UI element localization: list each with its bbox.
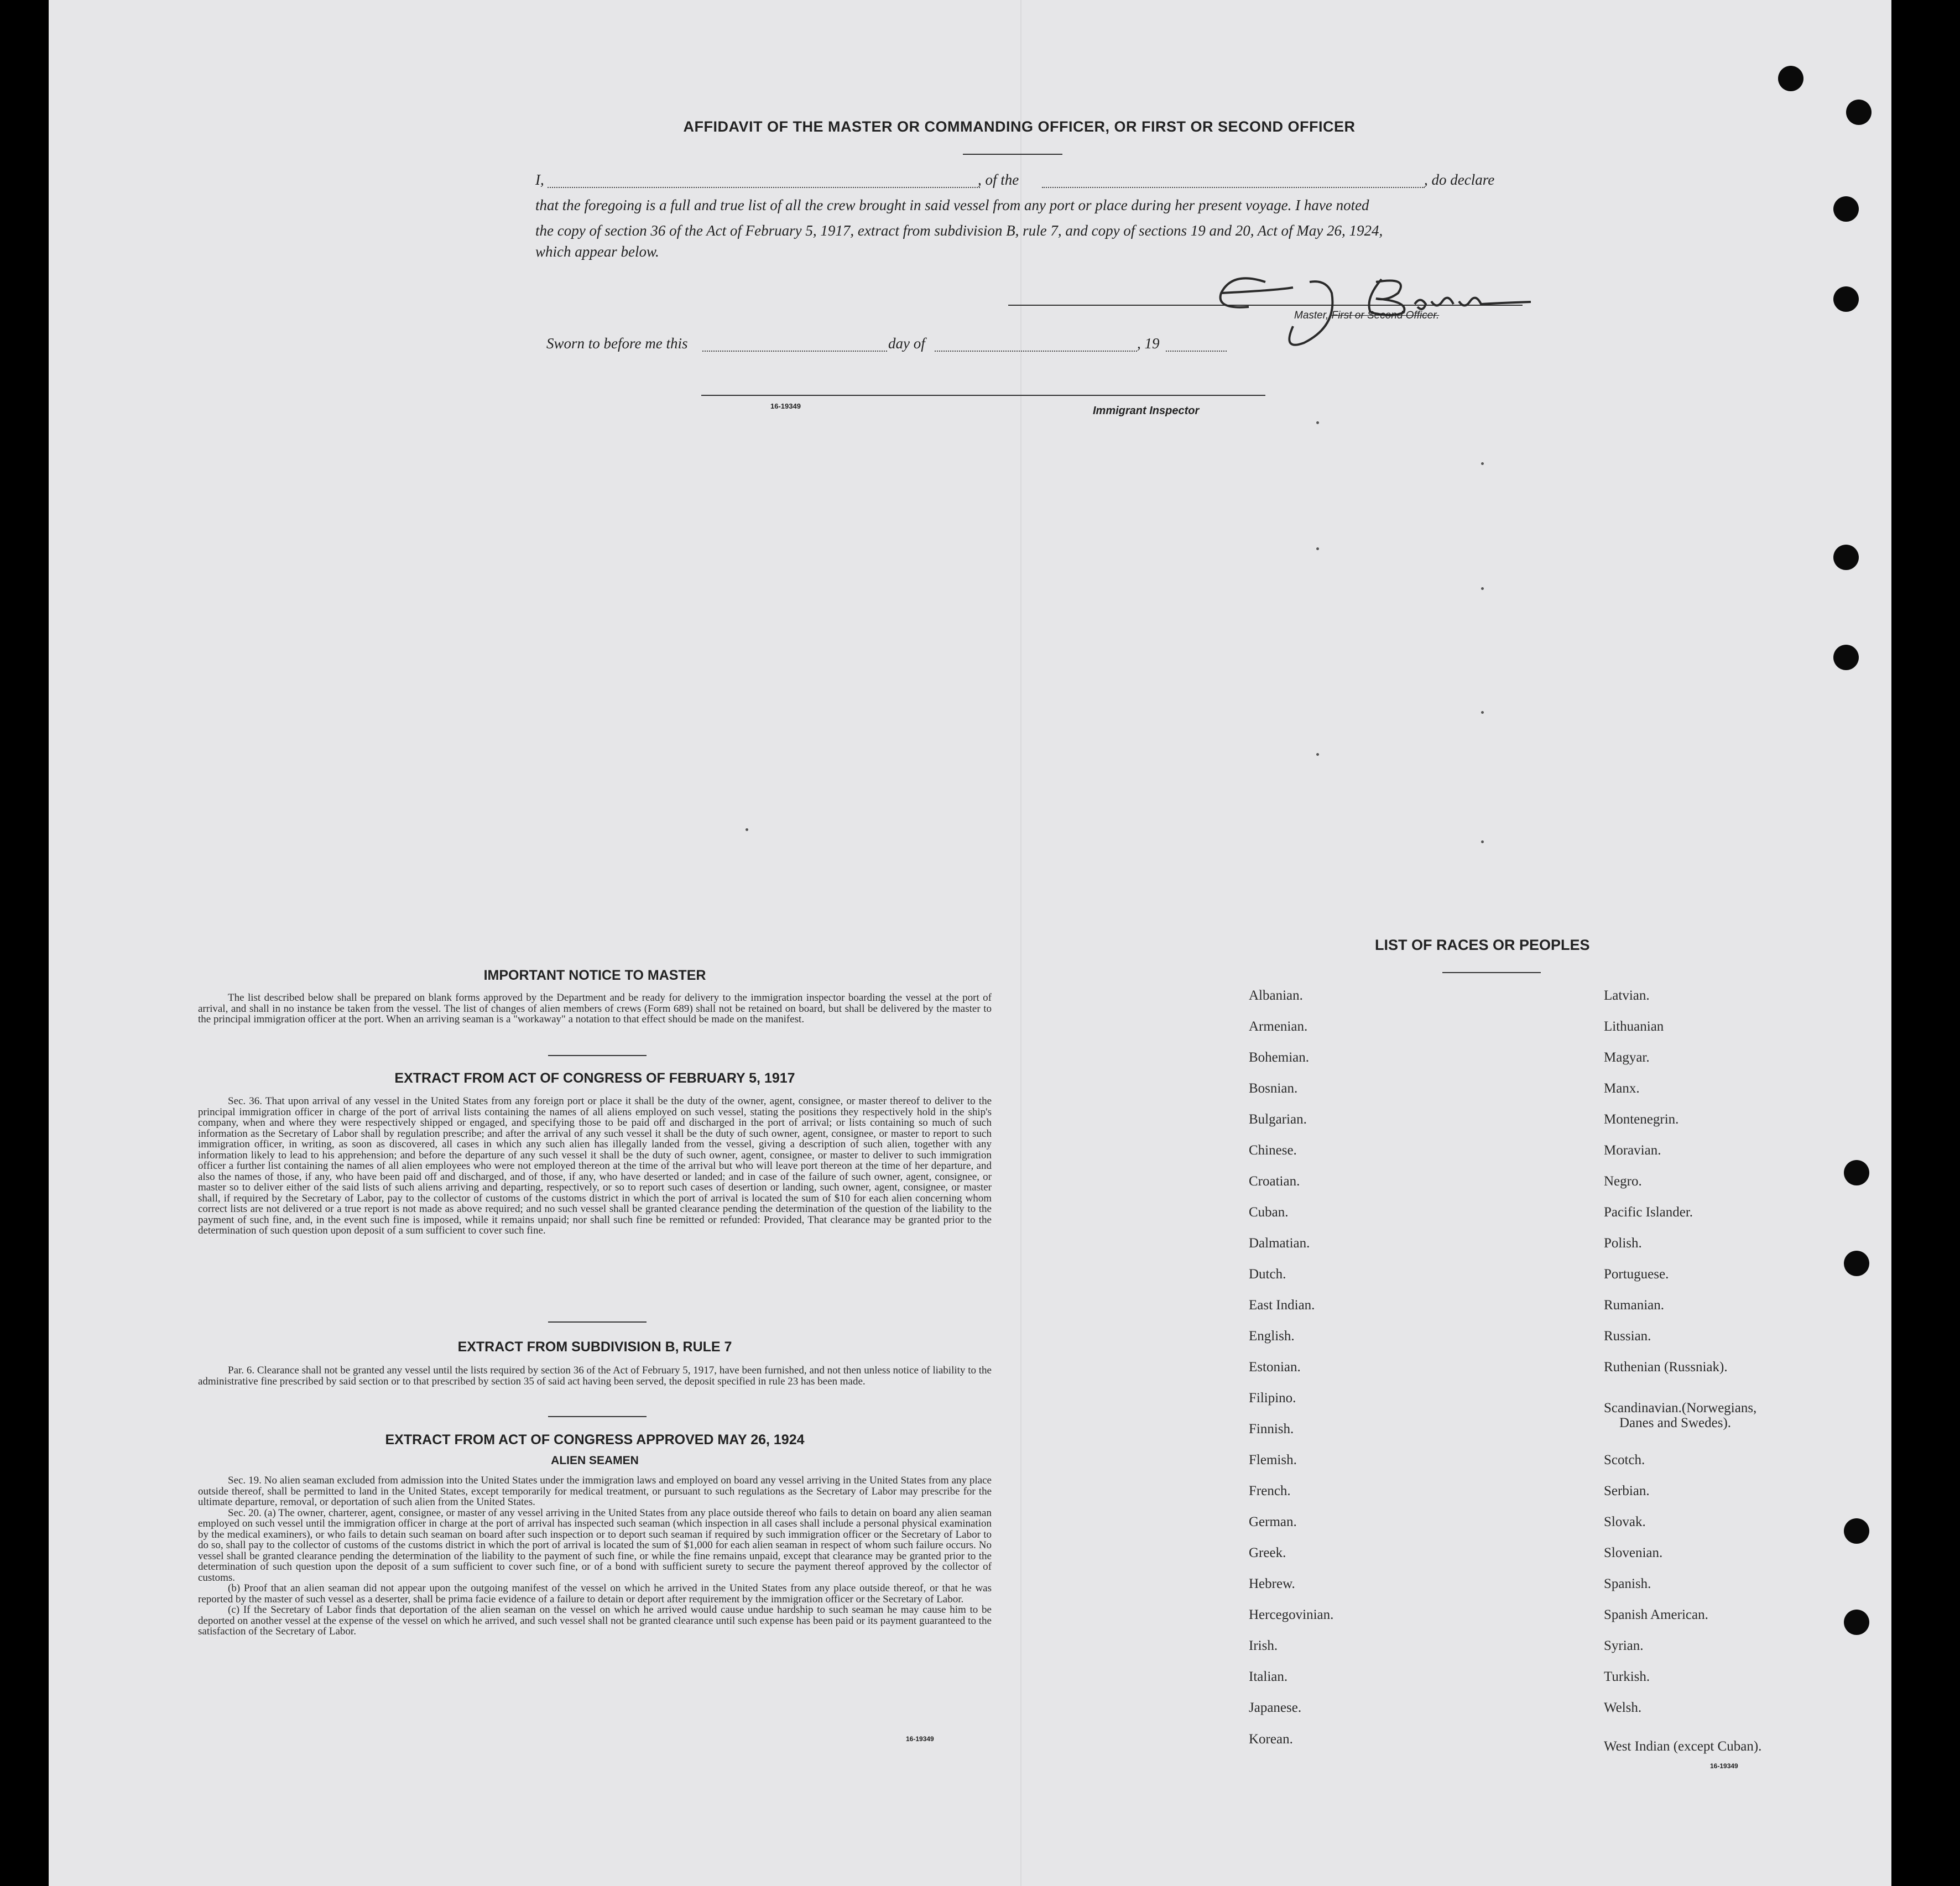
- sworn-prefix: Sworn to before me this: [546, 335, 688, 352]
- race-item: Danes and Swedes).: [1619, 1415, 1732, 1430]
- race-item: Japanese.: [1249, 1700, 1302, 1715]
- races-rule: [1442, 972, 1541, 973]
- rule7-block: [198, 1365, 992, 1387]
- race-item: Spanish American.: [1604, 1607, 1708, 1622]
- extract-1924-title: EXTRACT FROM ACT OF CONGRESS APPROVED MAY 26, 1924: [385, 1432, 805, 1448]
- document-page: [49, 0, 1891, 1886]
- race-item: Pacific Islander.: [1604, 1205, 1693, 1220]
- race-item: Dutch.: [1249, 1267, 1286, 1282]
- speck: [746, 828, 748, 831]
- punch-hole: [1844, 1518, 1869, 1544]
- race-item: Polish.: [1604, 1236, 1642, 1251]
- rule7-rule: [548, 1416, 647, 1417]
- affidavit-line-4: which appear below.: [535, 243, 659, 260]
- race-item: Spanish.: [1604, 1576, 1651, 1591]
- race-item: Turkish.: [1604, 1669, 1650, 1684]
- punch-hole: [1833, 545, 1859, 570]
- sec19-body: Sec. 19. No alien seaman excluded from admission into the United States under the immigration laws and employed on board any vessel arriving in the United States from any place outside thereof, shall be permitted to land in the United States, except temporarily for medical treatment, or pursuant to such regulations as the Secretary of Labor may prescribe for the ultimate departure, removal, or deportation of such alien from the United States.: [198, 1475, 992, 1508]
- race-item: German.: [1249, 1514, 1297, 1529]
- affidavit-do-declare: , do declare: [1424, 171, 1495, 188]
- sec20b-body: (b) Proof that an alien seaman did not appear upon the outgoing manifest of the vessel on which he arrived in the United States from any place outside thereof, or that he was reported by the master of such vessel as a deserter, shall be prima facie evidence of a failure to detain or deport after requirement by the immigration officer or the Secretary of Labor.: [198, 1582, 992, 1605]
- form-number-right: 16-19349: [1710, 1762, 1738, 1770]
- race-item: Estonian.: [1249, 1360, 1301, 1375]
- race-item: Bulgarian.: [1249, 1112, 1307, 1127]
- race-item: West Indian (except Cuban).: [1604, 1739, 1762, 1754]
- race-item: Bohemian.: [1249, 1050, 1310, 1065]
- sec20c-body: (c) If the Secretary of Labor finds that deportation of the alien seaman on the vessel on which he arrived would cause undue hardship to such seaman he may cause him to be deported on another vessel at the expense of the vessel on which he arrived, and such vessel shall not be granted clearance until such expense has been paid or its payment guaranteed to the satisfaction of the Secretary of Labor.: [198, 1604, 992, 1637]
- sworn-line: [546, 332, 1282, 356]
- form-number-left: 16-19349: [906, 1735, 934, 1743]
- notice-title: IMPORTANT NOTICE TO MASTER: [483, 968, 706, 983]
- rule7-body: Par. 6. Clearance shall not be granted any vessel until the lists required by section 36 of the Act of February 5, 1917, have been furnished, and not then unless notice of liability to the administrative fine prescribed by said section or to that prescribed by section 35 of said act having been served, the deposit specified in rule 23 has been made.: [198, 1365, 992, 1387]
- extract-1917-body: Sec. 36. That upon arrival of any vessel in the United States from any foreign port or place it shall be the duty of the owner, agent, consignee, or master thereof to deliver to the principal immigration officer in charge of the port of arrival lists containing the names of all aliens employed on such vessel, stating the positions they respectively hold in the ship's company, when and where they were respectively shipped or engaged, and specifying those to be paid off and discharged in the port of arrival; or lists containing so much of such information as the Secretary of Labor shall by regulation prescribe; and after the arrival of any such vessel it shall be the duty of such owner, agent, consignee, or master to report to such immigration officer, in writing, as soon as discovered, all cases in which any such alien has illegally landed from the vessel, giving a description of such alien, together with any information likely to lead to his apprehension; and before the departure of any such vessel it shall be the duty of such owner, agent, consignee, or master to deliver to such immigration officer a further list containing the names of all alien employees who were not employed thereon at the time of the arrival but who will leave port thereon at the time of her departure, and also the names of those, if any, who have been paid off and discharged, and of those, if any, who have deserted or landed; and in case of the failure of such owner, agent, consignee, or master so to deliver either of the said lists of such aliens arriving and departing, respectively, or so to report such cases of desertion or landing, such owner, agent, consignee, or master shall, if required by the Secretary of Labor, pay to the collector of customs of the customs district in which the port of arrival is located the sum of $10 for each alien concerning whom correct lists are not delivered or a true report is not made as above required; and no such vessel shall be granted clearance pending the determination of the question of the liability to the payment of such fine, and, in the event such fine is imposed, while it remains unpaid; nor shall such fine be remitted or refunded: Provided, That clearance may be granted prior to the determination of such question upon deposit of a sum sufficient to cover such fine.: [198, 1095, 992, 1236]
- race-item: Portuguese.: [1604, 1267, 1669, 1282]
- race-item: Chinese.: [1249, 1143, 1297, 1158]
- race-item: Filipino.: [1249, 1391, 1296, 1406]
- form-number-top: 16-19349: [770, 402, 801, 410]
- speck: [1481, 462, 1484, 465]
- punch-hole: [1844, 1160, 1869, 1185]
- race-item: Flemish.: [1249, 1453, 1297, 1467]
- speck: [1316, 421, 1319, 424]
- sworn-day: day of: [888, 335, 925, 352]
- race-item: Slovak.: [1604, 1514, 1646, 1529]
- notice-rule: [548, 1055, 647, 1056]
- sworn-year: , 19: [1137, 335, 1160, 352]
- race-item: East Indian.: [1249, 1298, 1315, 1313]
- race-item: Moravian.: [1604, 1143, 1661, 1158]
- punch-hole: [1833, 645, 1859, 670]
- punch-hole: [1833, 196, 1859, 222]
- race-item: Finnish.: [1249, 1422, 1294, 1436]
- race-item: Magyar.: [1604, 1050, 1650, 1065]
- race-item: Korean.: [1249, 1732, 1293, 1747]
- race-item: French.: [1249, 1483, 1291, 1498]
- rule7-title: EXTRACT FROM SUBDIVISION B, RULE 7: [457, 1339, 732, 1355]
- punch-hole: [1846, 100, 1872, 125]
- race-item: Scandinavian.(Norwegians,: [1604, 1401, 1757, 1415]
- master-word: Master,: [1294, 310, 1329, 321]
- inspector-line: [701, 395, 1265, 396]
- race-item: Syrian.: [1604, 1638, 1644, 1653]
- page-fold: [1020, 0, 1021, 1886]
- vessel-blank: [1042, 187, 1425, 188]
- year-blank: [1166, 351, 1227, 352]
- race-item: Russian.: [1604, 1329, 1651, 1344]
- title-rule: [963, 154, 1062, 155]
- race-item: Croatian.: [1249, 1174, 1300, 1189]
- extract-1917-title: EXTRACT FROM ACT OF CONGRESS OF FEBRUARY 5, 1917: [394, 1070, 795, 1086]
- race-item: Greek.: [1249, 1545, 1286, 1560]
- race-item: Slovenian.: [1604, 1545, 1663, 1560]
- race-item: Serbian.: [1604, 1483, 1650, 1498]
- race-item: Bosnian.: [1249, 1081, 1298, 1096]
- race-item: Manx.: [1604, 1081, 1640, 1096]
- punch-hole: [1844, 1610, 1869, 1635]
- month-blank: [935, 351, 1137, 352]
- master-label: [1294, 310, 1439, 322]
- race-item: Latvian.: [1604, 988, 1650, 1003]
- affidavit-line-2: that the foregoing is a full and true list of all the crew brought in said vessel from any port or place during her present voyage. I have noted: [535, 197, 1369, 213]
- race-item: Negro.: [1604, 1174, 1642, 1189]
- race-item: Scotch.: [1604, 1453, 1645, 1467]
- race-item: Hebrew.: [1249, 1576, 1295, 1591]
- extract-1917-rule: [548, 1321, 647, 1323]
- race-item: Armenian.: [1249, 1019, 1308, 1034]
- affidavit-title: AFFIDAVIT OF THE MASTER OR COMMANDING OFFICER, OR FIRST OR SECOND OFFICER: [683, 118, 1356, 135]
- affidavit-i: I,: [535, 171, 544, 188]
- race-item: Lithuanian: [1604, 1019, 1664, 1034]
- notice-body: The list described below shall be prepared on blank forms approved by the Department and be ready for delivery to the immigration inspector boarding the vessel at the port of arrival, and shall in no instance be taken from the vessel. The list of changes of alien members of crews (Form 689) shall not be retained on board, but shall be delivered by the master to the principal immigration officer at the port. When an arriving seaman is a "workaway" a notation to that effect should be made on the manifest.: [198, 992, 992, 1025]
- race-item: Cuban.: [1249, 1205, 1289, 1220]
- race-item: Ruthenian (Russniak).: [1604, 1360, 1728, 1375]
- speck: [1481, 840, 1484, 843]
- race-item: Italian.: [1249, 1669, 1288, 1684]
- speck: [1316, 753, 1319, 756]
- race-item: Montenegrin.: [1604, 1112, 1679, 1127]
- race-item: English.: [1249, 1329, 1295, 1344]
- struck-officer-text: First or Second Officer.: [1331, 310, 1440, 321]
- affidavit-line-3: the copy of section 36 of the Act of February 5, 1917, extract from subdivision B, rule 7, and copy of sections 19 and 20, Act of May 26, 1924,: [535, 222, 1383, 239]
- race-item: Hercegovinian.: [1249, 1607, 1334, 1622]
- punch-hole: [1844, 1251, 1869, 1276]
- punch-hole: [1833, 286, 1859, 312]
- extract-1917-block: [198, 1096, 992, 1236]
- affidavit-line-1: [535, 168, 1575, 192]
- race-item: Dalmatian.: [1249, 1236, 1310, 1251]
- race-item: Irish.: [1249, 1638, 1278, 1653]
- race-item: Welsh.: [1604, 1700, 1642, 1715]
- extract-1924-block: [198, 1475, 992, 1637]
- races-title: LIST OF RACES OR PEOPLES: [1375, 937, 1590, 953]
- day-blank: [702, 351, 887, 352]
- speck: [1316, 547, 1319, 550]
- name-blank: [548, 187, 980, 188]
- affidavit-of-the: , of the: [978, 171, 1019, 188]
- race-item: Albanian.: [1249, 988, 1303, 1003]
- inspector-label: Immigrant Inspector: [1093, 405, 1200, 417]
- notice-block: [198, 992, 992, 1025]
- sec20a-body: Sec. 20. (a) The owner, charterer, agent, consignee, or master of any vessel arriving in the United States from any place outside thereof who fails to detain on board any alien seaman employed on such vessel until the immigration officer in charge at the port of arrival has inspected such seaman (which inspection in all cases shall include a personal physical examination by the medical examiners), or who fails to detain such seaman on board after such inspection or to deport such seaman if required by such immigration officer or the Secretary of Labor to do so, shall pay to the collector of customs of the customs district in which the port of arrival is located the sum of $1,000 for each alien seaman in respect of whom such failure occurs. No vessel shall be granted clearance pending the determination of the liability to the payment of such fine, or while the fine remains unpaid, except that clearance may be granted prior to the determination of such question upon the deposit of a sum sufficient to cover such fine, or of a bond with sufficient surety to secure the payment thereof approved by the collector of customs.: [198, 1507, 992, 1584]
- punch-hole: [1778, 66, 1803, 91]
- alien-seamen-subtitle: ALIEN SEAMEN: [551, 1454, 639, 1467]
- race-item: Rumanian.: [1604, 1298, 1665, 1313]
- speck: [1481, 587, 1484, 590]
- speck: [1481, 711, 1484, 714]
